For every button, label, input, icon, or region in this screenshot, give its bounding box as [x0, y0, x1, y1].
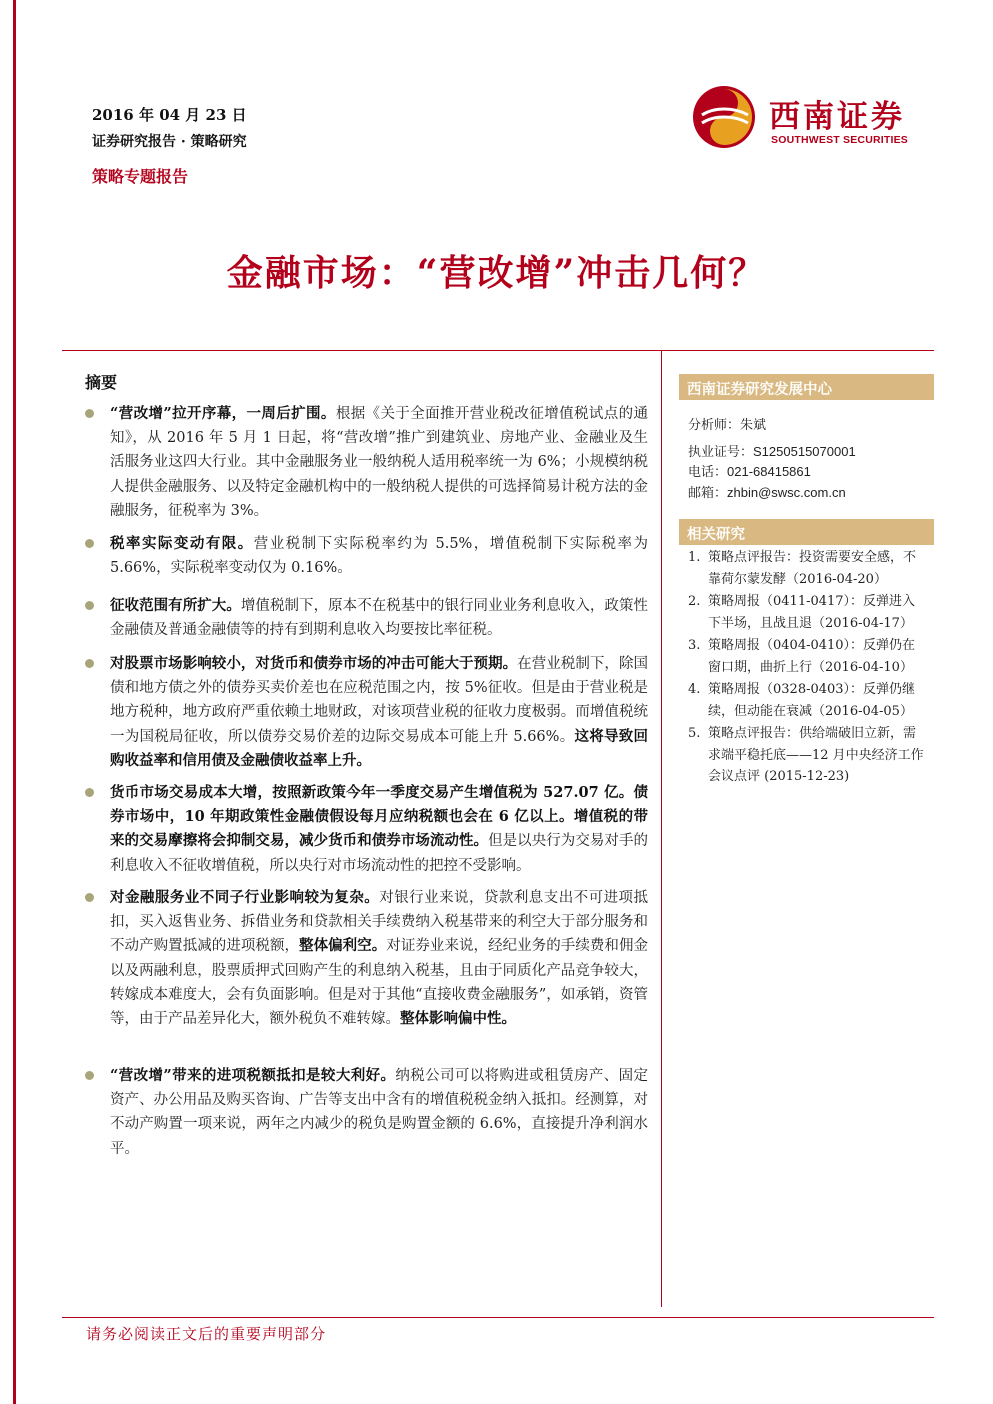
license-row	[688, 441, 856, 460]
bullet-tail: 这将导致回购收益率和信用债及金融债收益率上升。	[110, 727, 649, 769]
related-item[interactable]	[688, 547, 928, 590]
bullet-body: 根据《关于全面推开营业税改征增值税试点的通知》，从 2016 年 5 月 1 日起，将“营改增”推广到建筑业、房地产业、金融业及生活服务业这四大行业。其中金融服务业一般纳税人适用税率统一为 6%；小规模纳税人提供金融服务、以及特定金融机构中的一般纳税人提供的可选择简易计税方法的金融服务，征税率为 3%。	[110, 406, 649, 519]
bullet-mid: 整体偏利空。	[299, 937, 387, 955]
related-item-number: 4.	[688, 682, 701, 697]
abstract-bullet	[85, 652, 648, 773]
report-category: 策略专题报告	[92, 167, 189, 186]
document-title: 金融市场：“营改增”冲击几何？	[226, 252, 767, 294]
bullet-dot-icon	[85, 409, 94, 418]
bullet-dot-icon	[85, 1071, 94, 1080]
related-item[interactable]	[688, 635, 928, 678]
phone-number: 021-68415861	[727, 464, 811, 479]
related-item-text: 策略周报（0411-0417）：反弹进入下半场，且战且退（2016-04-17）	[708, 594, 916, 631]
bullet-body: 但是以央行为交易对手的利息收入不征收增值税，所以央行对市场流动性的把控不受影响。	[110, 833, 649, 874]
bullet-dot-icon	[85, 788, 94, 797]
bullet-dot-icon	[85, 539, 94, 548]
analyst-label: 分析师：	[688, 418, 741, 433]
company-logo	[692, 85, 932, 151]
related-research-title: 相关研究	[687, 526, 745, 543]
bullet-body: 增值税制下，原本不在税基中的银行同业业务利息收入，政策性金融债及普通金融债等的持有到期利息收入均要按比率征税。	[110, 598, 648, 639]
email-row	[688, 482, 846, 501]
bullet-body-2: 对证券业来说，经纪业务的手续费和佣金以及两融利息，股票质押式回购产生的利息纳入税基，且由于同质化产品竞争较大，转嫁成本难度大，会有负面影响。但是对于其他“直接收费金融服务”，如承销，资管等，由于产品差异化大，额外税负不难转嫁。	[110, 938, 649, 1028]
bullet-lead: 税率实际变动有限。	[110, 535, 254, 552]
report-date: 2016 年 04 月 23 日	[92, 106, 247, 124]
research-center-banner	[679, 374, 934, 400]
bullet-body: 在营业税制下，除国债和地方债之外的债券买卖价差也在应税范围之内，按 5%征收。但是由于营业税是地方税种，地方政府严重依赖土地财政，对该项营业税的征收力度极弱。而增值税统一为国税局征收，所以债券交易价差的边际交易成本可能上升 5.66%。	[110, 656, 649, 745]
left-accent-line	[13, 0, 16, 1404]
bullet-dot-icon	[85, 659, 94, 668]
bullet-lead: “营改增”带来的进项税额抵扣是较大利好。	[110, 1067, 396, 1084]
abstract-bullet	[85, 402, 648, 523]
email-label: 邮箱：	[688, 486, 728, 501]
abstract-bullet	[85, 886, 648, 1031]
phone-row	[688, 461, 811, 480]
phone-label: 电话：	[688, 465, 728, 480]
related-item-number: 1.	[688, 550, 701, 565]
license-label: 执业证号：	[688, 445, 754, 460]
related-item-text: 策略周报（0404-0410）：反弹仍在窗口期，曲折上行（2016-04-10）	[708, 638, 916, 675]
column-divider	[661, 351, 662, 1307]
research-center-title: 西南证券研究发展中心	[687, 381, 832, 398]
abstract-bullet	[85, 532, 648, 580]
bullet-lead: 对股票市场影响较小，对货币和债券市场的冲击可能大于预期。	[110, 655, 518, 672]
bullet-dot-icon	[85, 601, 94, 610]
bullet-lead: 货币市场交易成本大增，按照新政策今年一季度交易产生增值税为 527.07 亿。债券市场中，10 年期政策性金融债假设每月应纳税额也会在 6 亿以上。增值税的带来的交易摩擦将会抑制交易，减少货币和债券市场流动性。	[110, 784, 648, 850]
related-item-number: 2.	[688, 594, 701, 609]
bullet-body: 对银行业来说，贷款利息支出不可进项抵扣，买入返售业务、拆借业务和贷款相关手续费纳入税基带来的利空大于部分服务和不动产购置抵减的进项税额，	[110, 890, 649, 955]
disclaimer-note: 请务必阅读正文后的重要声明部分	[86, 1325, 327, 1343]
email-link[interactable]: zhbin@swsc.com.cn	[727, 485, 846, 500]
bullet-lead: “营改增”拉开序幕，一周后扩围。	[110, 405, 336, 422]
license-number: S1250515070001	[753, 444, 856, 459]
related-item[interactable]	[688, 679, 928, 722]
bullet-lead: 对金融服务业不同子行业影响较为复杂。	[110, 889, 380, 906]
related-item[interactable]	[688, 723, 928, 788]
related-item[interactable]	[688, 591, 928, 634]
related-item-text: 策略点评报告：供给端破旧立新，需求端平稳托底——12 月中央经济工作会议点评 (2015-12-23)	[708, 726, 924, 784]
related-item-text: 策略周报（0328-0403）：反弹仍继续，但动能在衰减（2016-04-05）	[708, 682, 916, 719]
analyst-name: 朱斌	[740, 418, 767, 433]
abstract-bullet	[85, 594, 648, 642]
report-type: 证券研究报告 · 策略研究	[92, 134, 247, 150]
bullet-dot-icon	[85, 893, 94, 902]
related-item-text: 策略点评报告：投资需要安全感，不靠荷尔蒙发酵（2016-04-20）	[708, 550, 917, 587]
abstract-bullet	[85, 1064, 648, 1161]
related-item-number: 3.	[688, 638, 701, 653]
bullet-tail: 整体影响偏中性。	[400, 1010, 516, 1028]
logo-name-en: SOUTHWEST SECURITIES	[771, 134, 909, 146]
top-divider	[62, 350, 934, 351]
related-item-number: 5.	[688, 726, 701, 741]
logo-mark-icon	[692, 85, 756, 149]
analyst-row	[688, 414, 766, 433]
abstract-bullet	[85, 781, 648, 878]
bullet-body: 纳税公司可以将购进或租赁房产、固定资产、办公用品及购买咨询、广告等支出中含有的增值税税金纳入抵扣。经测算，对不动产购置一项来说，两年之内减少的税负是购置金额的 6.6%，直接提升净利润水平。	[110, 1068, 648, 1157]
abstract-heading: 摘要	[85, 373, 118, 392]
related-research-banner	[679, 519, 934, 545]
bullet-body: 营业税制下实际税率约为 5.5%，增值税制下实际税率为 5.66%，实际税率变动仅为 0.16%。	[110, 536, 648, 577]
logo-name-cn: 西南证券	[769, 99, 905, 135]
bullet-lead: 征收范围有所扩大。	[110, 597, 241, 614]
bottom-divider	[62, 1317, 934, 1318]
